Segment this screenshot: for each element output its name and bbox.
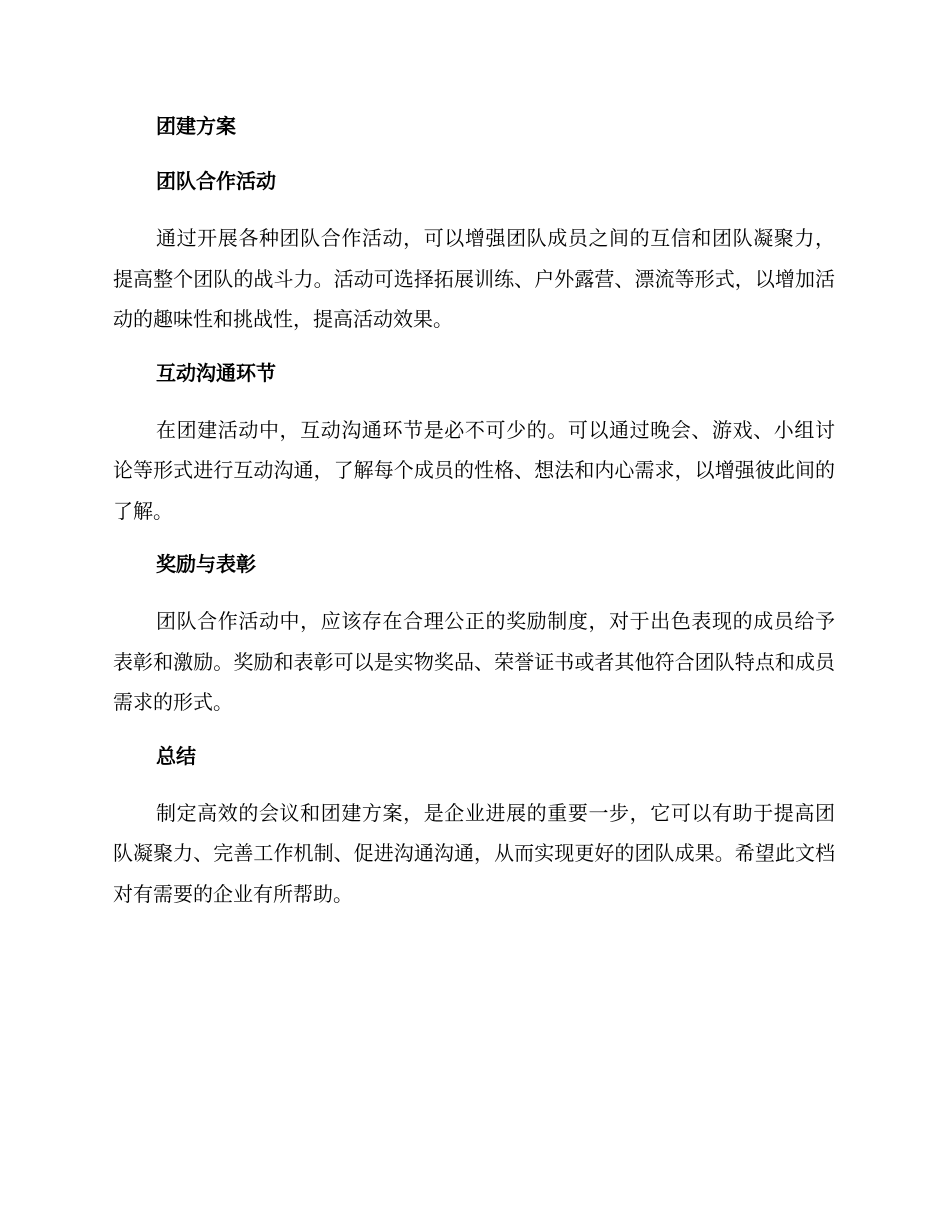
section-body-summary: 制定高效的会议和团建方案，是企业进展的重要一步，它可以有助于提高团队凝聚力、完善工作机制、促进沟通沟通，从而实现更好的团队成果。希望此文档对有需要的企业有所帮助。 <box>113 800 835 906</box>
document-page <box>113 108 835 929</box>
section-heading-communication: 互动沟通环节 <box>156 360 276 385</box>
document-title: 团建方案 <box>156 114 236 138</box>
section-heading-summary: 总结 <box>156 743 196 768</box>
section-body-rewards: 团队合作活动中，应该存在合理公正的奖励制度，对于出色表现的成员给予表彰和激励。奖励和表彰可以是实物奖品、荣誉证书或者其他符合团队特点和成员需求的形式。 <box>113 609 835 714</box>
section-body-teamwork: 通过开展各种团队合作活动，可以增强团队成员之间的互信和团队凝聚力，提高整个团队的战斗力。活动可选择拓展训练、户外露营、漂流等形式，以增加活动的趣味性和挑战性，提高活动效果。 <box>113 226 835 331</box>
section-body-communication: 在团建活动中，互动沟通环节是必不可少的。可以通过晚会、游戏、小组讨论等形式进行互动沟通，了解每个成员的性格、想法和内心需求，以增强彼此间的了解。 <box>113 417 835 523</box>
section-heading-rewards: 奖励与表彰 <box>156 552 256 576</box>
section-heading-teamwork: 团队合作活动 <box>156 169 276 193</box>
